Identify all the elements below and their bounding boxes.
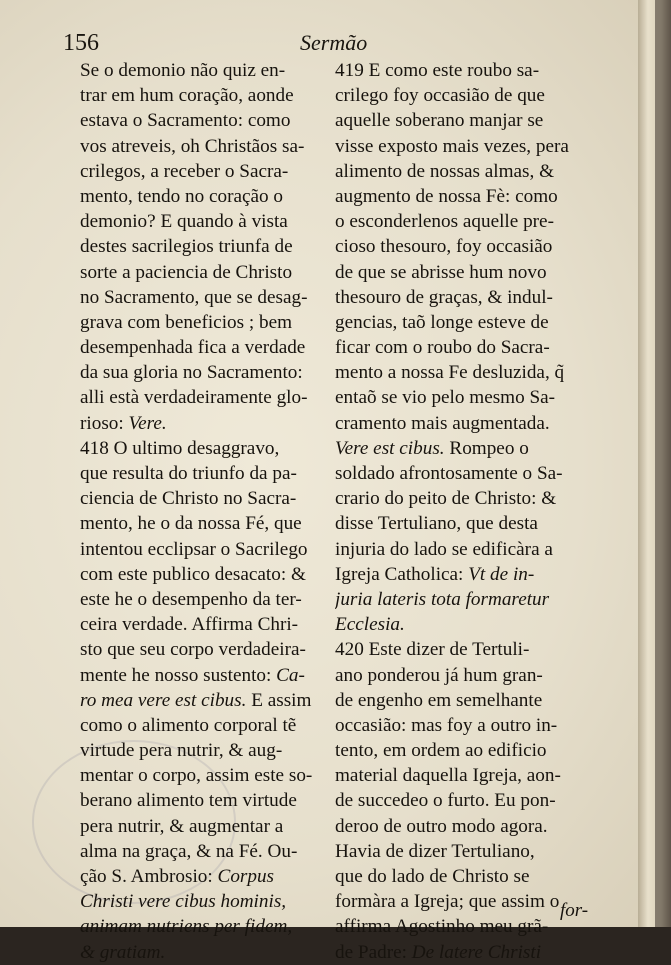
roman-text: de succedeo o furto. Eu pon- bbox=[335, 790, 556, 812]
text-line bbox=[335, 562, 575, 587]
text-line bbox=[80, 864, 326, 889]
roman-text: no Sacramento, que se desag- bbox=[80, 286, 308, 308]
italic-text: juria lateris tota formaretur bbox=[335, 588, 550, 610]
roman-text: formàra a Igreja; que assim o bbox=[335, 891, 560, 913]
text-line bbox=[335, 159, 575, 184]
text-line bbox=[335, 814, 575, 839]
roman-text: entaõ se vio pelo mesmo Sa- bbox=[335, 387, 556, 409]
roman-text: cioso thesouro, foy occasião bbox=[335, 236, 553, 258]
roman-text: o esconderlenos aquelle pre- bbox=[335, 211, 554, 233]
text-line bbox=[80, 134, 326, 159]
roman-text: tento, em ordem ao edificio bbox=[335, 740, 547, 762]
italic-text: Corpus bbox=[217, 866, 275, 887]
text-line bbox=[335, 108, 575, 133]
roman-text: desempenhada fica a verdade bbox=[80, 337, 306, 359]
roman-text: mente he nosso sustento: bbox=[80, 664, 277, 686]
text-line bbox=[335, 134, 575, 159]
roman-text: 420 Este dizer de Tertuli- bbox=[335, 639, 530, 661]
roman-text: que resulta do triunfo da pa- bbox=[80, 463, 297, 484]
roman-text: gencias, taõ longe esteve de bbox=[335, 311, 549, 333]
text-line bbox=[335, 360, 575, 385]
roman-text: sorte a paciencia de Christo bbox=[80, 261, 293, 283]
roman-text: aquelle soberano manjar se bbox=[335, 110, 544, 132]
text-line bbox=[80, 83, 326, 108]
text-line bbox=[80, 537, 326, 562]
roman-text: de Padre: bbox=[335, 941, 412, 963]
text-line bbox=[80, 486, 326, 511]
roman-text: sto que seu corpo verdadeira- bbox=[80, 639, 306, 661]
text-line bbox=[80, 788, 326, 813]
roman-text: vos atreveis, oh Christãos sa- bbox=[80, 135, 305, 157]
text-line bbox=[335, 511, 575, 536]
text-line bbox=[80, 738, 326, 763]
text-line bbox=[335, 713, 575, 738]
roman-text: trar em hum coração, aonde bbox=[80, 85, 294, 107]
text-line bbox=[80, 637, 326, 662]
text-line bbox=[80, 385, 326, 410]
roman-text: affirma Agostinho meu grã- bbox=[335, 916, 549, 938]
page-number: 156 bbox=[63, 30, 99, 56]
roman-text: augmento de nossa Fè: como bbox=[335, 185, 558, 207]
text-line bbox=[335, 889, 575, 914]
right-text-column bbox=[335, 58, 575, 965]
italic-text: Ecclesia. bbox=[335, 614, 405, 636]
text-line bbox=[335, 335, 575, 360]
text-line bbox=[80, 713, 326, 738]
roman-text: Se o demonio não quiz en- bbox=[80, 60, 286, 81]
roman-text: visse exposto mais vezes, pera bbox=[335, 135, 569, 157]
roman-text: deroo de outro modo agora. bbox=[335, 815, 548, 837]
roman-text: com este publico desacato: & bbox=[80, 563, 306, 585]
roman-text: grava com beneficios ; bem bbox=[80, 311, 293, 333]
roman-text: demonio? E quando à vista bbox=[80, 211, 288, 233]
text-line bbox=[335, 738, 575, 763]
roman-text: alma na graça, & na Fé. Ou- bbox=[80, 840, 298, 862]
roman-text: alimento de nossas almas, & bbox=[335, 160, 555, 182]
running-title: Sermão bbox=[300, 30, 368, 55]
text-line bbox=[335, 310, 575, 335]
left-text-column bbox=[80, 58, 326, 965]
text-line bbox=[80, 814, 326, 839]
roman-text: 419 E como este roubo sa- bbox=[335, 60, 540, 81]
text-line bbox=[335, 763, 575, 788]
roman-text: Havia de dizer Tertuliano, bbox=[335, 840, 535, 862]
text-line bbox=[80, 310, 326, 335]
roman-text: ano ponderou já hum gran- bbox=[335, 664, 543, 686]
text-line bbox=[80, 511, 326, 536]
italic-text: animam nutriens per fidem, bbox=[80, 916, 293, 938]
text-line bbox=[80, 436, 326, 461]
text-line bbox=[80, 763, 326, 788]
text-line bbox=[335, 184, 575, 209]
roman-text: estava o Sacramento: como bbox=[80, 110, 291, 132]
text-line bbox=[80, 411, 326, 436]
text-line bbox=[335, 940, 575, 965]
roman-text: crario do peito de Christo: & bbox=[335, 488, 557, 510]
roman-text: ficar com o roubo do Sacra- bbox=[335, 337, 550, 359]
roman-text: virtude pera nutrir, & aug- bbox=[80, 740, 283, 762]
text-line bbox=[335, 411, 575, 436]
text-line bbox=[335, 663, 575, 688]
text-line bbox=[80, 209, 326, 234]
roman-text: rioso: bbox=[80, 412, 129, 434]
text-line bbox=[335, 260, 575, 285]
roman-text: que do lado de Christo se bbox=[335, 866, 530, 887]
text-line bbox=[80, 159, 326, 184]
catchword: for- bbox=[560, 900, 589, 921]
roman-text: Igreja Catholica: bbox=[335, 563, 469, 585]
italic-text: De latere Christi bbox=[411, 941, 542, 963]
italic-text: Vt de in- bbox=[468, 563, 535, 585]
text-line bbox=[80, 285, 326, 310]
text-line bbox=[335, 612, 575, 637]
text-line bbox=[80, 335, 326, 360]
text-line bbox=[335, 839, 575, 864]
binding-shadow bbox=[655, 0, 671, 927]
text-line bbox=[335, 688, 575, 713]
roman-text: ceira verdade. Affirma Chri- bbox=[80, 614, 299, 636]
italic-text: Ca- bbox=[276, 664, 305, 686]
text-line bbox=[335, 461, 575, 486]
text-line bbox=[80, 839, 326, 864]
roman-text: ciencia de Christo no Sacra- bbox=[80, 488, 297, 510]
roman-text: este he o desempenho da ter- bbox=[80, 588, 302, 610]
italic-text: Vere est cibus. bbox=[335, 437, 445, 459]
text-line bbox=[80, 234, 326, 259]
roman-text: de engenho em semelhante bbox=[335, 689, 543, 711]
roman-text: cramento mais augmentada. bbox=[335, 412, 550, 434]
text-line bbox=[80, 562, 326, 587]
text-line bbox=[80, 688, 326, 713]
text-line bbox=[80, 461, 326, 486]
roman-text: E assim bbox=[246, 689, 312, 711]
roman-text: mento, tendo no coração o bbox=[80, 185, 283, 207]
text-line bbox=[80, 587, 326, 612]
text-line bbox=[335, 385, 575, 410]
italic-text: Christi vere cibus hominis, bbox=[80, 891, 287, 913]
roman-text: 418 O ultimo desaggravo, bbox=[80, 437, 280, 459]
text-line bbox=[335, 209, 575, 234]
text-line bbox=[335, 234, 575, 259]
roman-text: berano alimento tem virtude bbox=[80, 790, 297, 812]
text-line bbox=[335, 587, 575, 612]
text-line bbox=[335, 486, 575, 511]
roman-text: mento a nossa Fe desluzida, q̃ bbox=[335, 362, 565, 384]
italic-text: Vere. bbox=[128, 412, 167, 434]
text-line bbox=[80, 108, 326, 133]
roman-text: Rompeo o bbox=[444, 437, 529, 459]
roman-text: ção S. Ambrosio: bbox=[80, 866, 218, 887]
roman-text: material daquella Igreja, aon- bbox=[335, 765, 561, 787]
roman-text: soldado afrontosamente o Sa- bbox=[335, 463, 563, 484]
italic-text: & gratiam. bbox=[80, 941, 166, 963]
text-line bbox=[335, 788, 575, 813]
roman-text: thesouro de graças, & indul- bbox=[335, 286, 553, 308]
text-line bbox=[80, 663, 326, 688]
roman-text: da sua gloria no Sacramento: bbox=[80, 362, 303, 384]
roman-text: destes sacrilegios triunfa de bbox=[80, 236, 293, 258]
text-line bbox=[335, 537, 575, 562]
roman-text: como o alimento corporal tẽ bbox=[80, 714, 297, 736]
roman-text: occasião: mas foy a outro in- bbox=[335, 714, 558, 736]
text-line bbox=[80, 58, 326, 83]
roman-text: crilegos, a receber o Sacra- bbox=[80, 160, 289, 182]
roman-text: de que se abrisse hum novo bbox=[335, 261, 547, 283]
roman-text: alli està verdadeiramente glo- bbox=[80, 387, 308, 409]
text-line bbox=[80, 260, 326, 285]
roman-text: injuria do lado se edificàra a bbox=[335, 538, 553, 560]
text-line bbox=[335, 83, 575, 108]
text-line bbox=[335, 436, 575, 461]
text-line bbox=[80, 612, 326, 637]
text-line bbox=[335, 637, 575, 662]
text-line bbox=[80, 360, 326, 385]
text-line bbox=[335, 285, 575, 310]
text-line bbox=[80, 889, 326, 914]
roman-text: disse Tertuliano, que desta bbox=[335, 513, 538, 535]
text-line bbox=[335, 864, 575, 889]
roman-text: crilego foy occasião de que bbox=[335, 85, 545, 107]
italic-text: ro mea vere est cibus. bbox=[80, 689, 247, 711]
text-line bbox=[335, 58, 575, 83]
roman-text: pera nutrir, & augmentar a bbox=[80, 815, 284, 837]
roman-text: mentar o corpo, assim este so- bbox=[80, 765, 313, 787]
roman-text: intentou ecclipsar o Sacrilego bbox=[80, 538, 308, 560]
roman-text: mento, he o da nossa Fé, que bbox=[80, 513, 302, 535]
text-line bbox=[80, 940, 326, 965]
text-line bbox=[80, 184, 326, 209]
